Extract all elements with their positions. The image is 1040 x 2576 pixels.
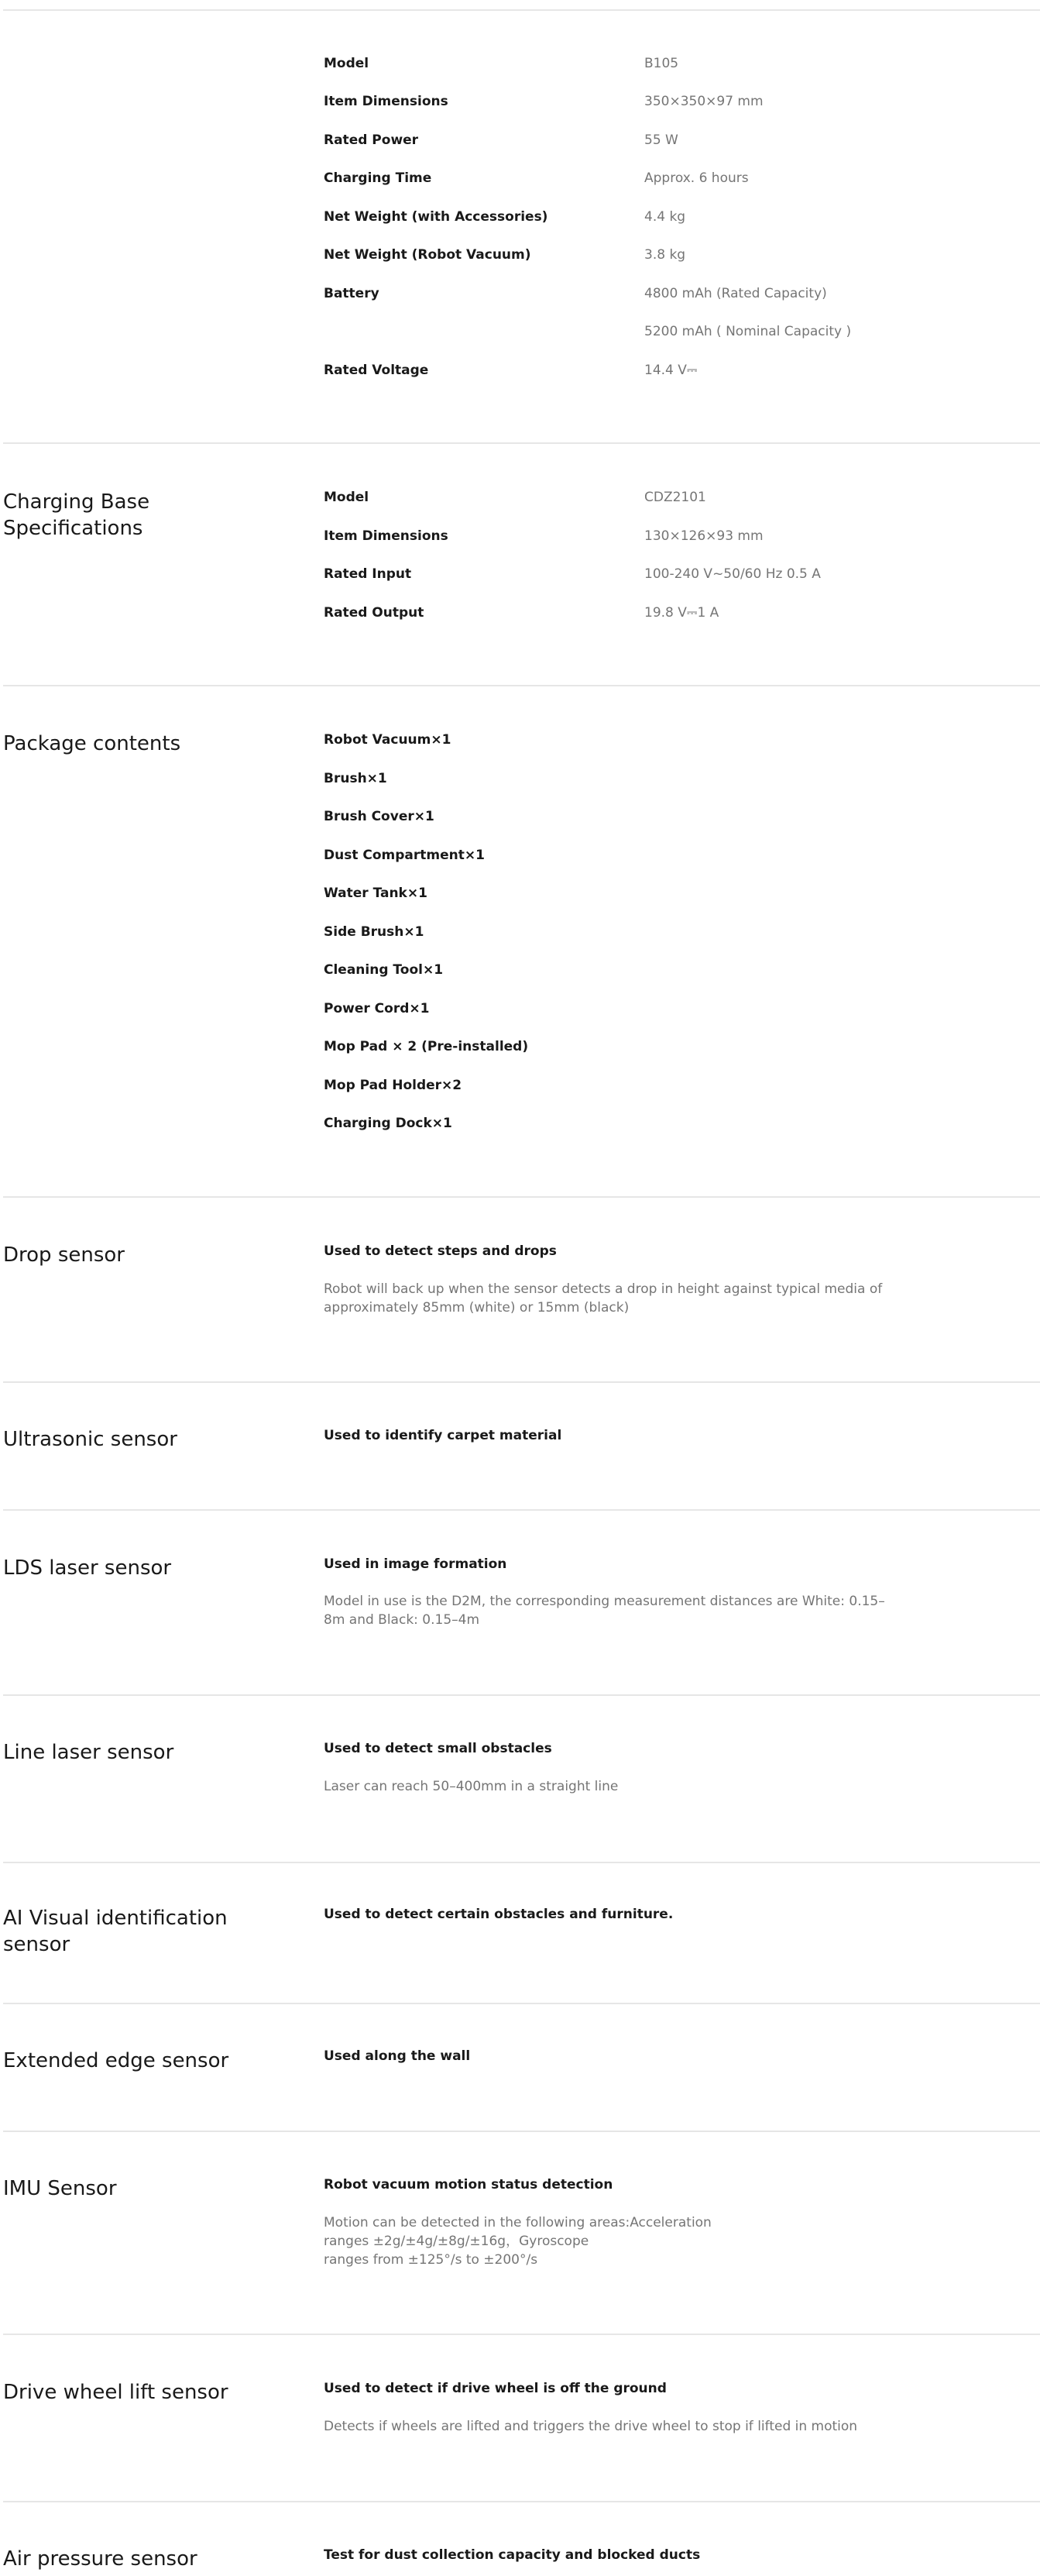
spec-label: Rated Voltage (324, 363, 429, 378)
list-item: Charging Dock×1 (324, 1116, 452, 1131)
section-divider (3, 1381, 1040, 1383)
spec-label: Model (324, 490, 369, 505)
sensor-purpose: Used to detect steps and drops (324, 1243, 557, 1259)
list-item: Mop Pad Holder×2 (324, 1078, 462, 1093)
sensor-description: Motion can be detected in the following areas:Acceleration ranges ±2g/±4g/±8g/±16g，Gyroscope ranges from ±125°/s to ±200°/s (324, 2215, 712, 2268)
sensor-description: Robot will back up when the sensor detects a drop in height against typical media of approximately 85mm (white) or 15mm (black) (324, 1281, 883, 1316)
spec-value: 4800 mAh (Rated Capacity) (644, 286, 827, 301)
section-title: Package contents (3, 732, 181, 755)
sensor-purpose: Used to detect certain obstacles and furniture. (324, 1907, 674, 1922)
spec-value: Approx. 6 hours (644, 170, 749, 186)
sensor-purpose: Robot vacuum motion status detection (324, 2177, 613, 2193)
section-divider (3, 1196, 1040, 1198)
section-divider (3, 2334, 1040, 2335)
spec-label: Charging Time (324, 170, 432, 186)
section-divider (3, 2131, 1040, 2132)
spec-value: 14.4 V⎓ (644, 363, 698, 378)
spec-value: 4.4 kg (644, 209, 686, 225)
spec-label: Rated Power (324, 132, 419, 148)
list-item: Water Tank×1 (324, 886, 427, 901)
list-item: Robot Vacuum×1 (324, 732, 451, 748)
sensor-title: AI Visual identification sensor (3, 1907, 228, 1956)
sensor-purpose: Used to detect if drive wheel is off the ground (324, 2381, 667, 2396)
spec-label: Model (324, 56, 369, 71)
sensor-title: Ultrasonic sensor (3, 1428, 177, 1451)
list-item: Dust Compartment×1 (324, 848, 485, 863)
sensor-title: IMU Sensor (3, 2177, 117, 2200)
section-divider (3, 2501, 1040, 2502)
spec-value: CDZ2101 (644, 490, 706, 505)
sensor-title: Air pressure sensor (3, 2547, 197, 2571)
spec-value: 5200 mAh ( Nominal Capacity ) (644, 324, 852, 339)
spec-value: 3.8 kg (644, 247, 686, 263)
list-item: Brush Cover×1 (324, 809, 434, 824)
spec-label: Battery (324, 286, 379, 301)
spec-value: 100-240 V~50/60 Hz 0.5 A (644, 566, 821, 582)
sensor-title: Drive wheel lift sensor (3, 2381, 228, 2404)
section-divider (3, 1509, 1040, 1511)
section-divider (3, 1694, 1040, 1696)
sensor-purpose: Used to identify carpet material (324, 1428, 562, 1443)
spec-label: Item Dimensions (324, 94, 448, 109)
section-divider (3, 442, 1040, 444)
sensor-description: Model in use is the D2M, the corresponding measurement distances are White: 0.15– 8m and Black: 0.15–4m (324, 1594, 885, 1628)
sensor-purpose: Test for dust collection capacity and blocked ducts (324, 2547, 701, 2563)
section-divider (3, 685, 1040, 686)
sensor-title: Line laser sensor (3, 1741, 174, 1764)
spec-value: 19.8 V⎓1 A (644, 605, 719, 621)
spec-label: Rated Input (324, 566, 412, 582)
spec-label: Net Weight (Robot Vacuum) (324, 247, 531, 263)
sensor-title: LDS laser sensor (3, 1556, 172, 1580)
spec-value: 350×350×97 mm (644, 94, 764, 109)
sensor-description: Laser can reach 50–400mm in a straight line (324, 1779, 619, 1794)
section-divider (3, 2003, 1040, 2004)
section-divider (3, 9, 1040, 11)
list-item: Side Brush×1 (324, 924, 424, 940)
section-divider (3, 1862, 1040, 1863)
list-item: Power Cord×1 (324, 1001, 430, 1016)
section-title: Charging Base Specifications (3, 490, 150, 540)
list-item: Mop Pad × 2 (Pre-installed) (324, 1039, 529, 1054)
sensor-title: Extended edge sensor (3, 2049, 229, 2072)
sensor-title: Drop sensor (3, 1243, 125, 1267)
sensor-purpose: Used to detect small obstacles (324, 1741, 552, 1756)
list-item: Cleaning Tool×1 (324, 962, 444, 978)
sensor-purpose: Used in image formation (324, 1556, 507, 1572)
spec-value: B105 (644, 56, 679, 71)
spec-value: 130×126×93 mm (644, 528, 764, 544)
list-item: Brush×1 (324, 771, 387, 786)
spec-label: Net Weight (with Accessories) (324, 209, 548, 225)
spec-label: Rated Output (324, 605, 424, 621)
spec-value: 55 W (644, 132, 678, 148)
sensor-purpose: Used along the wall (324, 2048, 471, 2064)
sensor-description: Detects if wheels are lifted and triggers the drive wheel to stop if lifted in motion (324, 2419, 858, 2434)
spec-label: Item Dimensions (324, 528, 448, 544)
